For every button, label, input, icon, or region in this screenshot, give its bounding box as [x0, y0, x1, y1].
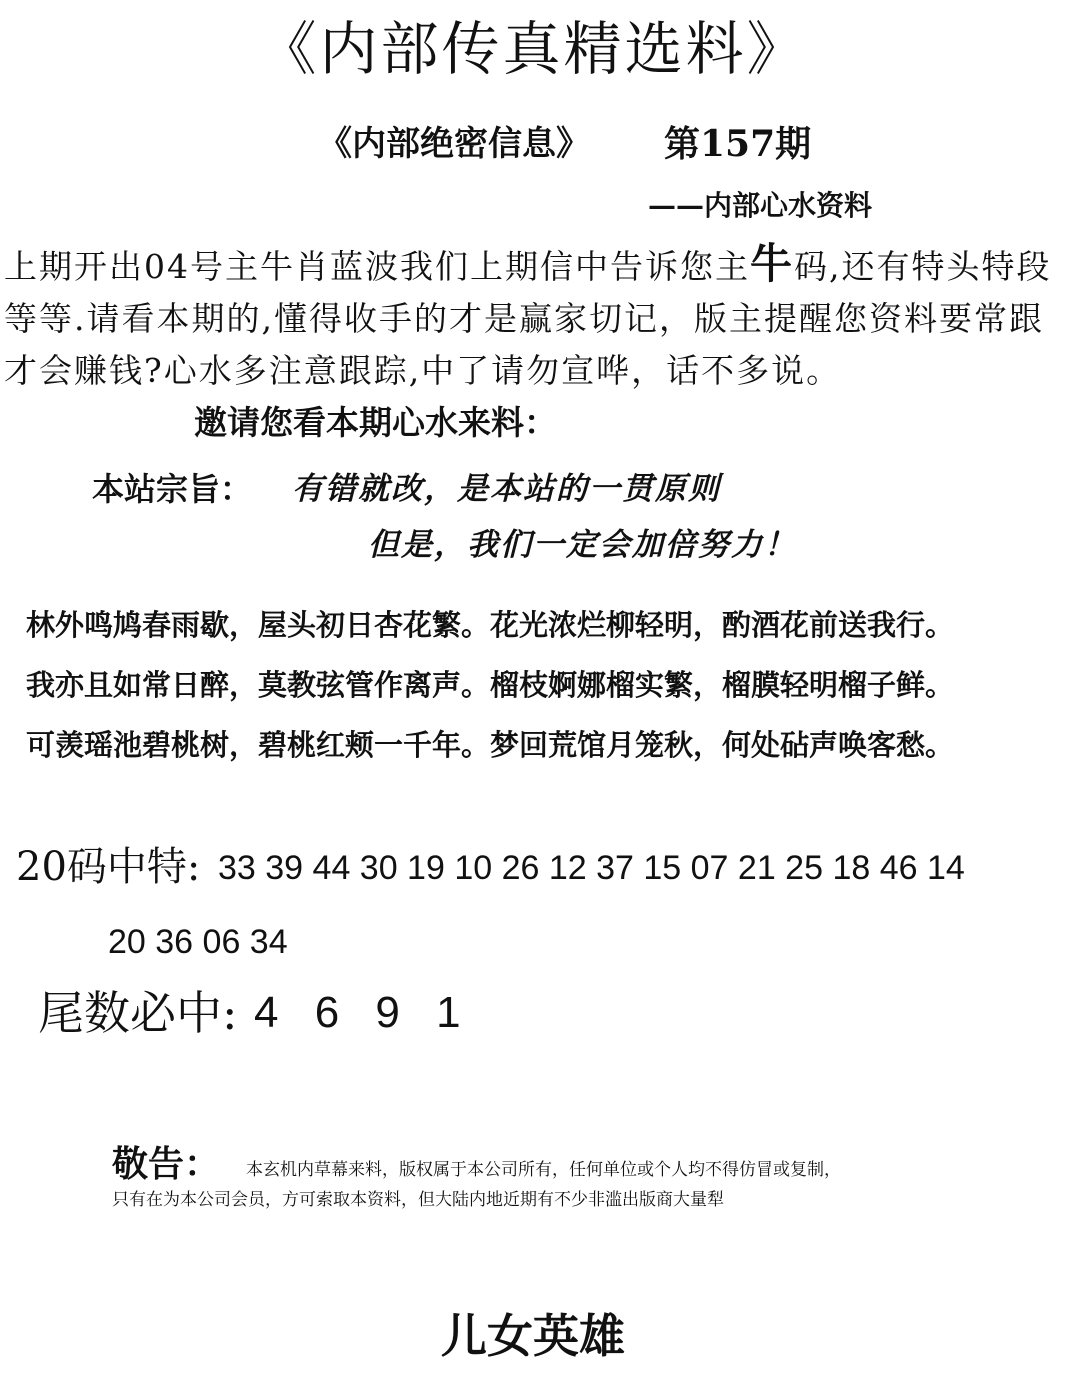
tail-label: 尾数必中:	[38, 986, 238, 1040]
intro-part2: 码,还有特头特段等等.请看本期的,懂得收手的才是赢家切记，版主提醒您资料要常跟才会赚钱?心水多注意跟踪,中了请勿宣哗，话不多说。	[4, 247, 1052, 390]
intro-part1: 上期开出04号主牛肖蓝波我们上期信中告诉您主	[4, 247, 750, 286]
poem-line-1: 林外鸣鸠春雨歇，屋头初日杏花繁。花光浓烂柳轻明，酌酒花前送我行。	[26, 608, 955, 642]
code-numbers-line-1: 33 39 44 30 19 10 26 12 37 15 07 21 25 18 46 14	[218, 849, 965, 887]
invite-line: 邀请您看本期心水来料：	[194, 403, 557, 442]
code-numbers-line-2: 20 36 06 34	[108, 923, 288, 961]
footer-title: 儿女英雄	[441, 1309, 625, 1363]
notice-label: 敬告：	[112, 1143, 221, 1185]
intro-highlight: 牛	[750, 239, 795, 288]
poem-line-2: 我亦且如常日醉，莫教弦管作离声。榴枝婀娜榴实繁，榴膜轻明榴子鲜。	[26, 668, 955, 702]
motto-line-2: 但是，我们一定会加倍努力！	[368, 527, 797, 563]
intro-paragraph	[4, 238, 1062, 449]
purpose-label: 本站宗旨：	[92, 470, 253, 508]
issue-number: 第157期	[664, 123, 812, 165]
tail-numbers: 4 6 9 1	[254, 988, 461, 1037]
page-title: 《内部传真精选料》	[258, 15, 808, 83]
notice-line-1: 本玄机内草幕来料，版权属于本公司所有，任何单位或个人均不得仿冒或复制，	[246, 1160, 841, 1180]
subtitle: 《内部绝密信息》	[318, 124, 590, 164]
motto-line-1: 有错就改，是本站的一贯原则	[292, 471, 721, 507]
notice-line-2: 只有在为本公司会员，方可索取本资料，但大陆内地近期有不少非滥出版商大量犁	[112, 1190, 724, 1210]
code-label: 20码中特:	[16, 844, 201, 890]
poem-line-3: 可羡瑶池碧桃树，碧桃红颊一千年。梦回荒馆月笼秋，何处砧声唤客愁。	[26, 728, 955, 762]
source-line: ——内部心水资料	[648, 189, 873, 222]
